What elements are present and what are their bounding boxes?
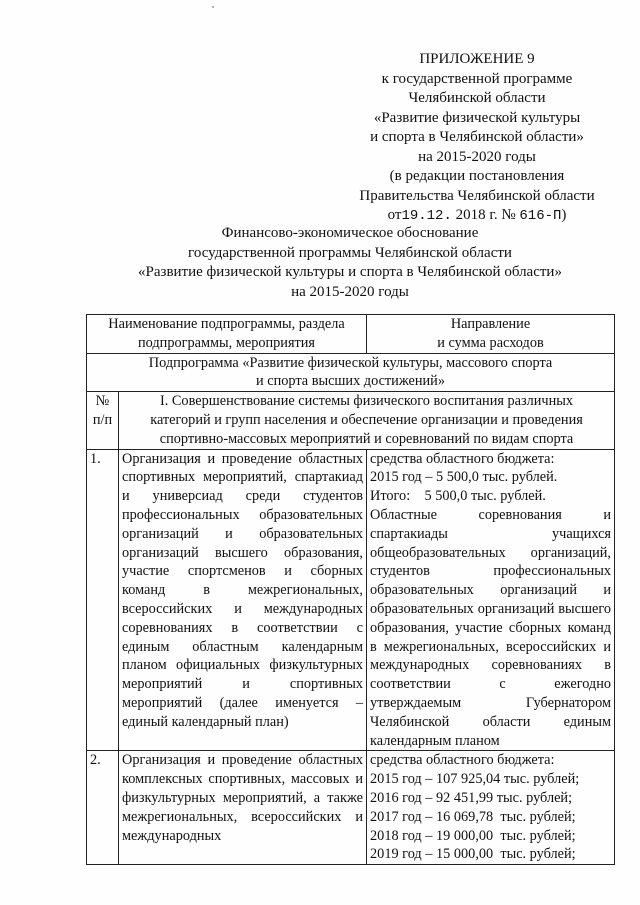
- appendix-line: и спорта в Челябинской области»: [370, 129, 584, 145]
- appendix-line: Челябинской области: [408, 90, 546, 106]
- table-header-row: [87, 315, 615, 354]
- title-line: Финансово-экономическое обоснование: [221, 225, 479, 241]
- appendix-line: «Развитие физической культуры: [373, 109, 581, 126]
- date-year: 2018 г. №: [451, 207, 516, 223]
- funding-description: Областные соревнования и спартакиады учащихся общеобразовательных организаций, студентов профессиональных образовательных организаций и образовательных организаций высшего образования, участие сборных команд в межрегиональных, всероссийских и международных соревнованиях в соответствии с ежегодно утверждаемым Губернатором Челябинской области единым календарным планом: [370, 506, 612, 749]
- row-number: 1.: [87, 449, 119, 751]
- scan-speck: [212, 6, 214, 8]
- funding-line: 2016 год – 92 451,99 тыс. рублей;: [370, 789, 573, 806]
- table-row: [87, 751, 615, 865]
- funding-line: 2018 год – 19 000,00 тыс. рублей;: [370, 827, 576, 844]
- title-line: государственной программы Челябинской области: [188, 244, 512, 261]
- appendix-line: Правительства Челябинской области: [359, 187, 595, 204]
- section-cell: [119, 392, 615, 449]
- funding-cell: [367, 751, 615, 865]
- subprogram-text: и спорта высших достижений»: [256, 373, 445, 390]
- number-header-text: №: [95, 393, 110, 410]
- header-cell-funding: [367, 315, 615, 354]
- funding-line: 2019 год – 15 000,00 тыс. рублей;: [370, 846, 576, 863]
- appendix-block: [322, 50, 632, 227]
- header-text: Направление: [450, 316, 531, 332]
- section-text: категорий и групп населения и обеспечение организации и проведения: [150, 411, 583, 428]
- appendix-line: на 2015-2020 годы: [418, 148, 536, 165]
- date-value: 19.12.: [401, 208, 452, 224]
- financing-table: [86, 314, 615, 865]
- appendix-line: (в редакции постановления: [389, 168, 565, 184]
- title-line: на 2015-2020 годы: [291, 283, 409, 300]
- row-number: 2.: [87, 751, 119, 865]
- activity-name: Организация и проведение областных комплексных спортивных, массовых и физкультурных мероприятий, а также межрегиональных, всероссийских и международных: [119, 751, 367, 865]
- section-row: [87, 392, 615, 449]
- section-text: I. Совершенствование системы физического воспитания различных: [159, 393, 574, 410]
- document-title: [60, 224, 640, 302]
- header-cell-name: [87, 315, 367, 354]
- title-line: «Развитие физической культуры и спорта в Челябинской области»: [138, 264, 562, 280]
- header-text: и сумма расходов: [437, 334, 544, 351]
- date-prefix: от: [387, 207, 402, 223]
- funding-line: 2015 год – 5 500,0 тыс. рублей.: [370, 469, 558, 486]
- funding-line: средства областного бюджета:: [370, 752, 555, 769]
- number-header-text: п/п: [92, 411, 113, 428]
- resolution-number: 616-П: [519, 208, 562, 224]
- subprogram-row: [87, 353, 615, 392]
- appendix-title: ПРИЛОЖЕНИЕ 9: [419, 51, 535, 67]
- appendix-line: к государственной программе: [381, 70, 573, 87]
- number-header-cell: [87, 392, 119, 449]
- funding-line: средства областного бюджета:: [370, 450, 555, 467]
- subprogram-cell: [87, 353, 615, 392]
- funding-line: 2015 год – 107 925,04 тыс. рублей;: [370, 771, 580, 788]
- activity-name: Организация и проведение областных спортивных мероприятий, спартакиад и универсиад среди студентов профессиональных образовательных организаций и образовательных организаций высшего образования, участие спортсменов и сборных команд в межрегиональных, всероссийских и международных соревнованиях в соответствии с единым областным календарным планом официальных физкультурных мероприятий и спортивных мероприятий (далее именуется – единый календарный план): [119, 449, 367, 751]
- section-text: спортивно-массовых мероприятий и соревнований по видам спорта: [159, 430, 574, 447]
- header-text: Наименование подпрограммы, раздела: [108, 316, 345, 332]
- funding-cell: [367, 449, 615, 751]
- header-text: подпрограммы, мероприятия: [138, 334, 316, 351]
- table-row: [87, 449, 615, 751]
- subprogram-text: Подпрограмма «Развитие физической культуры, массового спорта: [148, 354, 553, 371]
- funding-line: 2017 год – 16 069,78 тыс. рублей;: [370, 808, 576, 825]
- funding-line: Итого: 5 500,0 тыс. рублей.: [370, 488, 546, 505]
- date-suffix: ): [561, 207, 567, 223]
